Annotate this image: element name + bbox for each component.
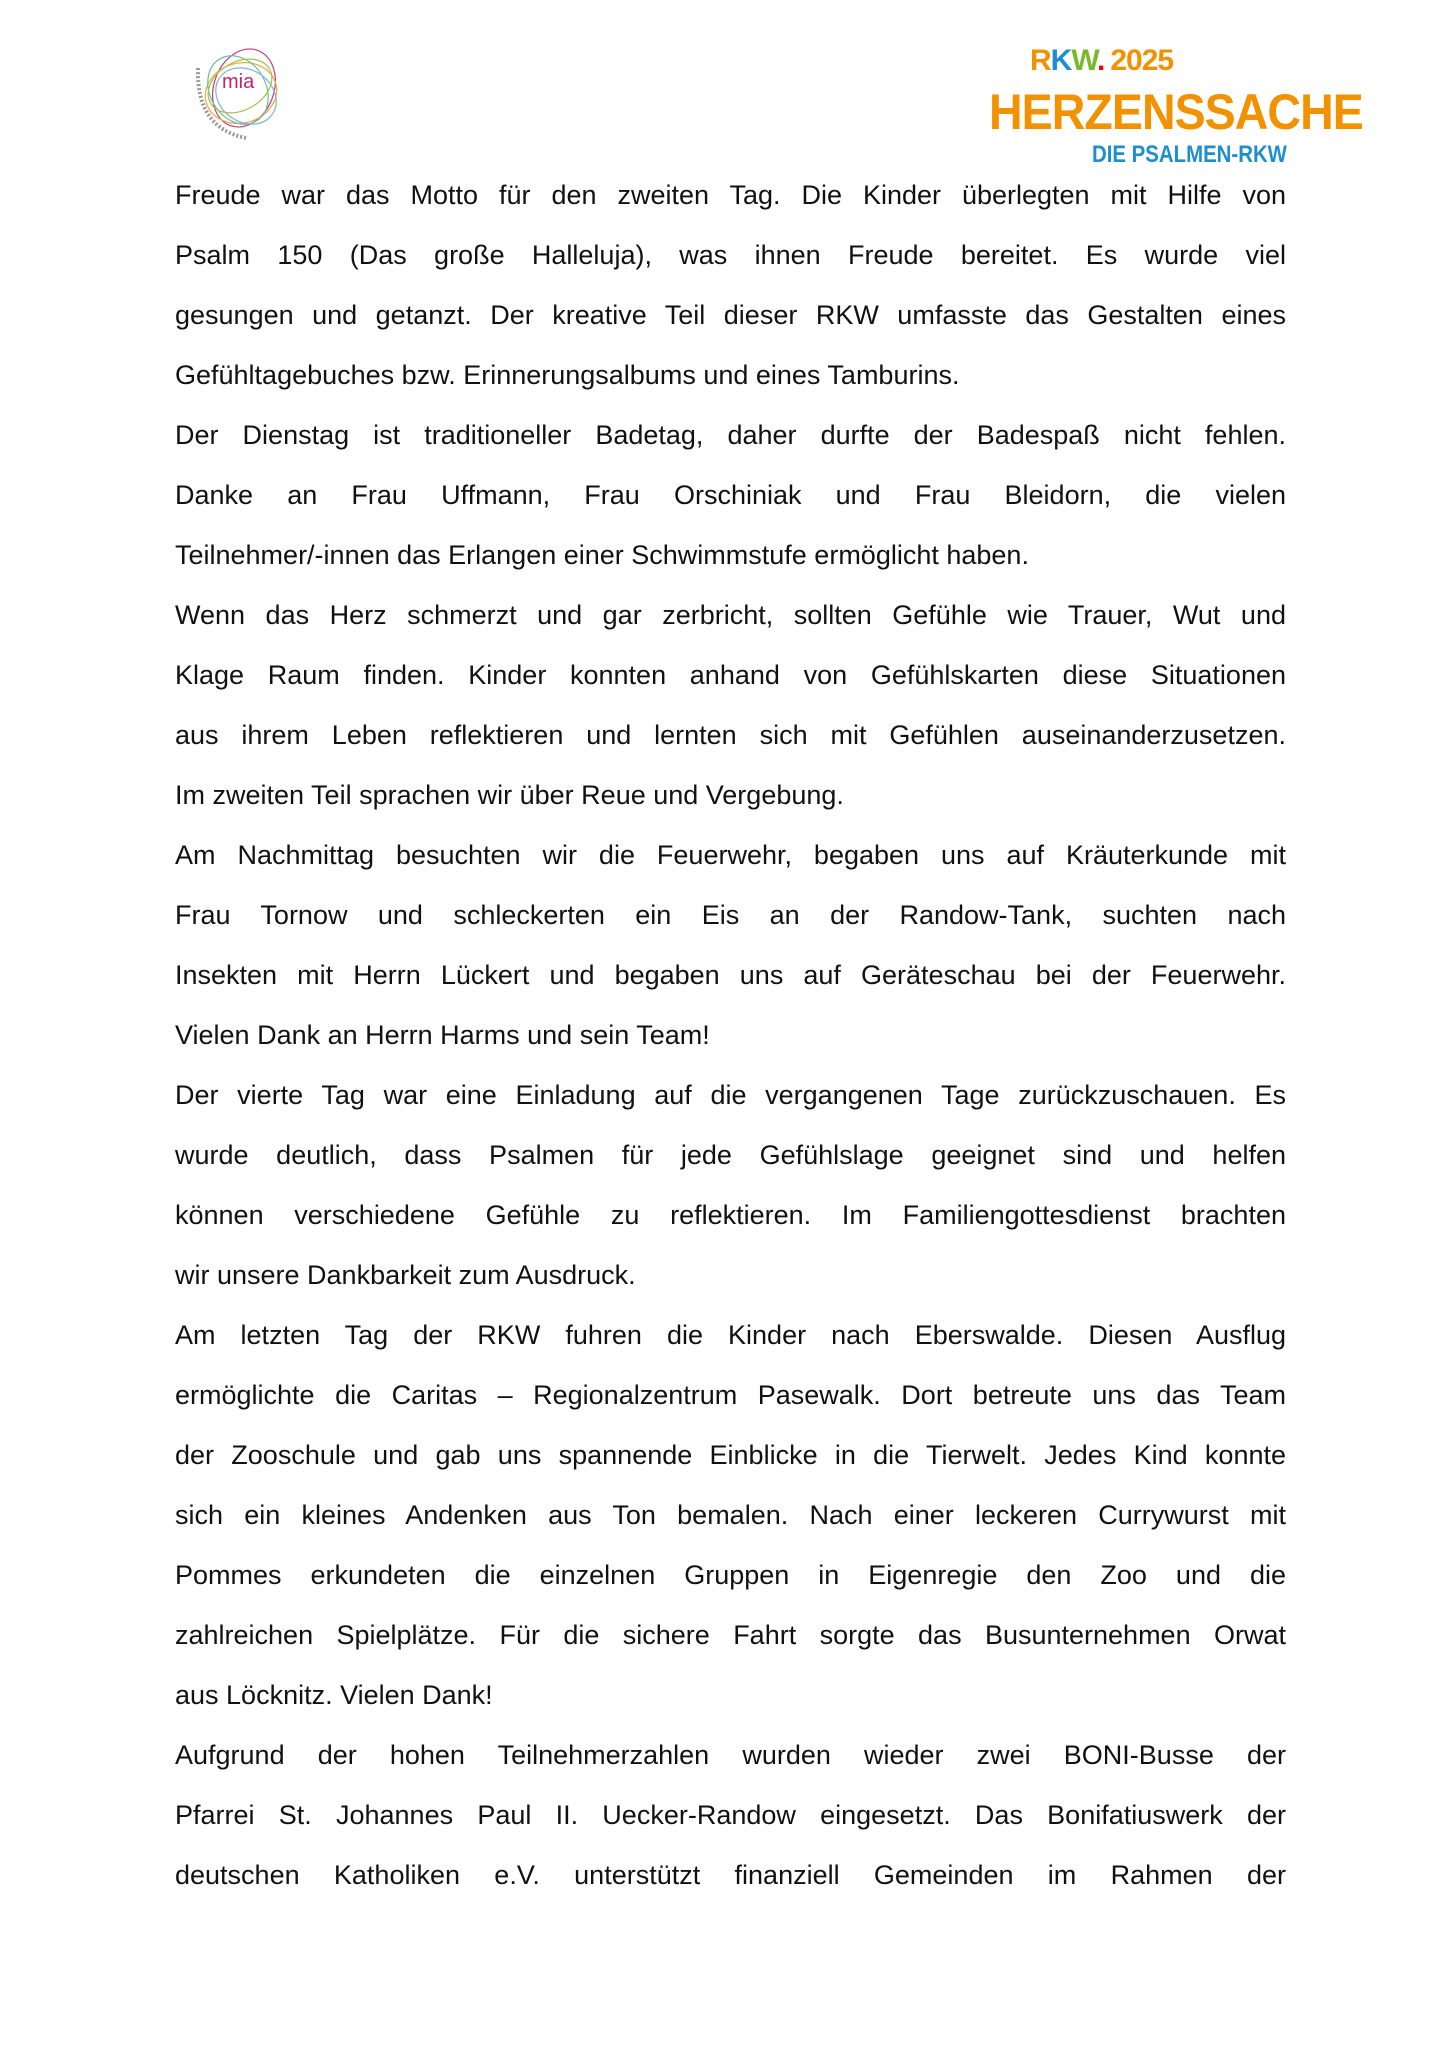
- logo-year: 2025: [1110, 44, 1174, 77]
- mia-logo-graphic: [186, 38, 296, 150]
- text-line: aus ihrem Leben reflektieren und lernten sich mit Gefühlen auseinanderzusetzen.: [175, 720, 1286, 750]
- logo-subtitle: DIE PSALMEN-RKW: [1092, 141, 1287, 168]
- logo-letter: W: [1071, 44, 1098, 77]
- text-line: gesungen und getanzt. Der kreative Teil dieser RKW umfasste das Gestalten eines: [175, 300, 1286, 330]
- logo-title: HERZENSSACHE: [989, 84, 1363, 140]
- text-line: Der Dienstag ist traditioneller Badetag, daher durfte der Badespaß nicht fehlen.: [175, 420, 1286, 450]
- text-line: Wenn das Herz schmerzt und gar zerbricht, sollten Gefühle wie Trauer, Wut und: [175, 600, 1286, 630]
- logo-letter: R: [1030, 44, 1051, 77]
- text-line: ermöglichte die Caritas – Regionalzentrum Pasewalk. Dort betreute uns das Team: [175, 1380, 1286, 1410]
- text-line: Pommes erkundeten die einzelnen Gruppen in Eigenregie den Zoo und die: [175, 1560, 1286, 1590]
- mia-logo: [186, 38, 296, 150]
- text-line: sich ein kleines Andenken aus Ton bemalen. Nach einer leckeren Currywurst mit: [175, 1500, 1286, 1530]
- rkw-2025-logo: [985, 40, 1363, 170]
- text-line: Frau Tornow und schleckerten ein Eis an der Randow-Tank, suchten nach: [175, 900, 1286, 930]
- text-line: Der vierte Tag war eine Einladung auf die vergangenen Tage zurückzuschauen. Es: [175, 1080, 1286, 1110]
- text-line: Am letzten Tag der RKW fuhren die Kinder nach Eberswalde. Diesen Ausflug: [175, 1320, 1286, 1350]
- text-line: deutschen Katholiken e.V. unterstützt finanziell Gemeinden im Rahmen der: [175, 1860, 1286, 1890]
- text-line: Gefühltagebuches bzw. Erinnerungsalbums und eines Tamburins.: [175, 360, 960, 390]
- logo-dot: .: [1097, 44, 1105, 77]
- text-line: der Zooschule und gab uns spannende Einblicke in die Tierwelt. Jedes Kind konnte: [175, 1440, 1286, 1470]
- text-line: Psalm 150 (Das große Halleluja), was ihnen Freude bereitet. Es wurde viel: [175, 240, 1286, 270]
- text-line: Danke an Frau Uffmann, Frau Orschiniak und Frau Bleidorn, die vielen: [175, 480, 1286, 510]
- text-line: Im zweiten Teil sprachen wir über Reue und Vergebung.: [175, 780, 844, 810]
- text-line: Aufgrund der hohen Teilnehmerzahlen wurden wieder zwei BONI-Busse der: [175, 1740, 1286, 1770]
- text-line: Vielen Dank an Herrn Harms und sein Team!: [175, 1020, 710, 1050]
- text-line: Pfarrei St. Johannes Paul II. Uecker-Randow eingesetzt. Das Bonifatiuswerk der: [175, 1800, 1286, 1830]
- text-line: wir unsere Dankbarkeit zum Ausdruck.: [175, 1260, 636, 1290]
- rkw-year-mark: [1030, 44, 1173, 78]
- svg-text:mia: mia: [222, 71, 255, 93]
- document-body: [175, 165, 1286, 1905]
- text-line: Klage Raum finden. Kinder konnten anhand von Gefühlskarten diese Situationen: [175, 660, 1286, 690]
- text-line: Am Nachmittag besuchten wir die Feuerwehr, begaben uns auf Kräuterkunde mit: [175, 840, 1286, 870]
- logo-letter: K: [1050, 44, 1072, 77]
- text-line: können verschiedene Gefühle zu reflektieren. Im Familiengottesdienst brachten: [175, 1200, 1286, 1230]
- text-line: wurde deutlich, dass Psalmen für jede Gefühlslage geeignet sind und helfen: [175, 1140, 1286, 1170]
- text-line: Insekten mit Herrn Lückert und begaben uns auf Geräteschau bei der Feuerwehr.: [175, 960, 1286, 990]
- text-line: aus Löcknitz. Vielen Dank!: [175, 1680, 493, 1710]
- text-line: zahlreichen Spielplätze. Für die sichere Fahrt sorgte das Busunternehmen Orwat: [175, 1620, 1286, 1650]
- text-line: Freude war das Motto für den zweiten Tag. Die Kinder überlegten mit Hilfe von: [175, 180, 1286, 210]
- text-line: Teilnehmer/-innen das Erlangen einer Schwimmstufe ermöglicht haben.: [175, 540, 1029, 570]
